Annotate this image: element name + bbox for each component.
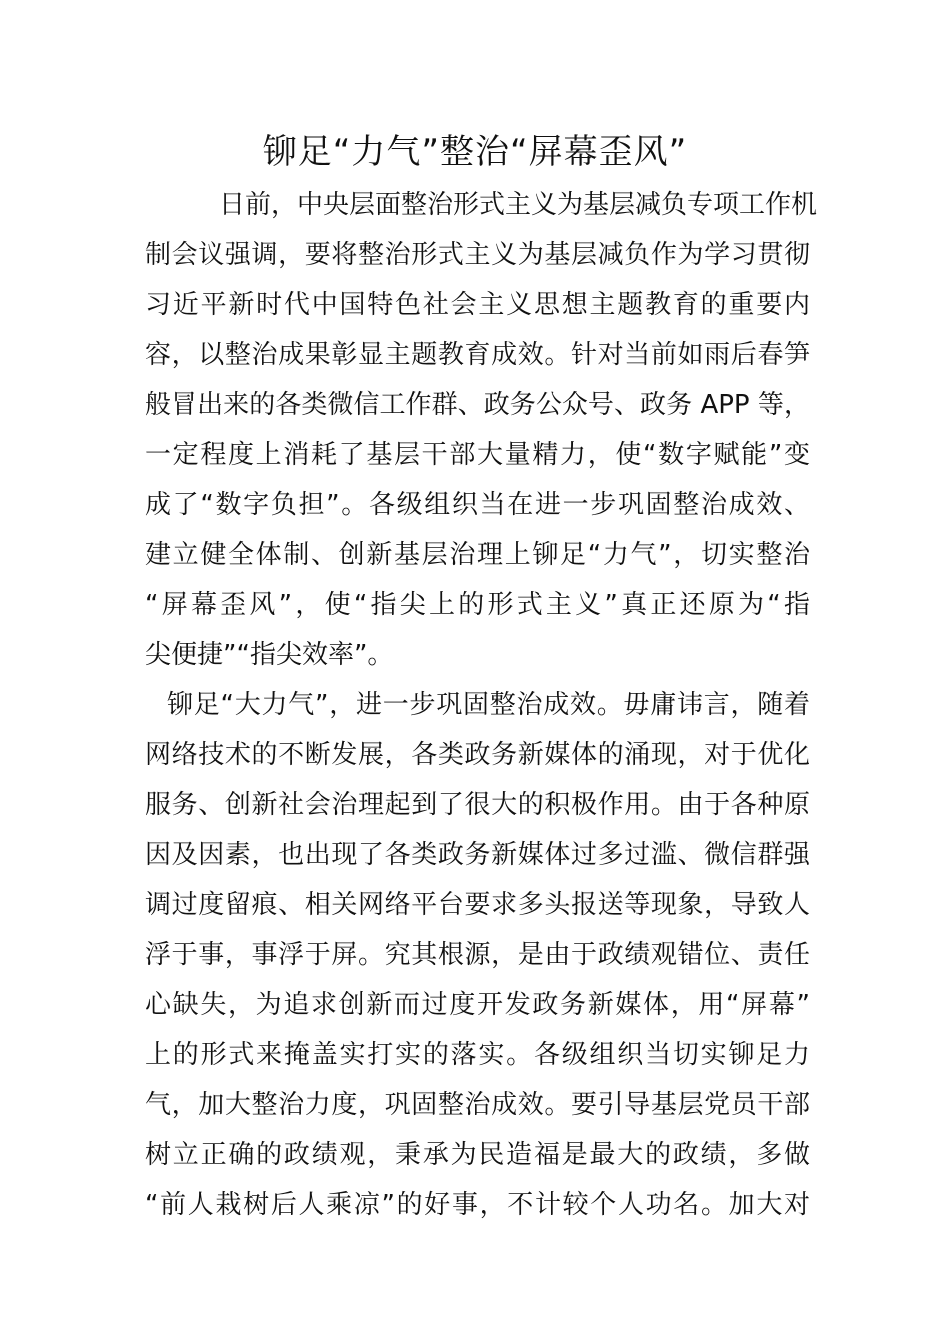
paragraph-line: 树立正确的政绩观，秉承为民造福是最大的政绩，多做 [145,1140,810,1170]
paragraph-line: “前人栽树后人乘凉”的好事，不计较个人功名。加大对 [145,1190,810,1220]
paragraph-line: 调过度留痕、相关网络平台要求多头报送等现象，导致人 [145,890,810,920]
paragraph-line: 尖便捷”“指尖效率”。 [145,640,394,670]
paragraph-line: 一定程度上消耗了基层干部大量精力，使“数字赋能”变 [145,440,810,470]
paragraph-line: 浮于事，事浮于屏。究其根源，是由于政绩观错位、责任 [145,940,810,970]
paragraph-line: 制会议强调，要将整治形式主义为基层减负作为学习贯彻 [145,240,810,270]
paragraph-line: 气，加大整治力度，巩固整治成效。要引导基层党员干部 [145,1090,810,1120]
document-title: 铆足“力气”整治“屏幕歪风” [262,132,688,172]
paragraph-line: 容，以整治成果彰显主题教育成效。针对当前如雨后春笋 [145,340,810,370]
paragraph-line: 服务、创新社会治理起到了很大的积极作用。由于各种原 [145,790,810,820]
paragraph-line: 因及因素，也出现了各类政务新媒体过多过滥、微信群强 [145,840,810,870]
paragraph-line: “屏幕歪风”，使“指尖上的形式主义”真正还原为“指 [145,590,810,620]
document-body [145,180,818,1230]
paragraph-line: 上的形式来掩盖实打实的落实。各级组织当切实铆足力 [145,1040,810,1070]
paragraph-line: 成了“数字负担”。各级组织当在进一步巩固整治成效、 [145,490,810,520]
paragraph-line: 铆足“大力气”，进一步巩固整治成效。毋庸讳言，随着 [167,690,810,720]
paragraph-line: 习近平新时代中国特色社会主义思想主题教育的重要内 [145,290,810,320]
paragraph-line: 般冒出来的各类微信工作群、政务公众号、政务 APP 等， [145,390,810,420]
paragraph-line: 日前，中央层面整治形式主义为基层减负专项工作机 [219,190,818,220]
paragraph-line: 建立健全体制、创新基层治理上铆足“力气”，切实整治 [145,540,810,570]
paragraph-line: 网络技术的不断发展，各类政务新媒体的涌现，对于优化 [145,740,810,770]
paragraph-line: 心缺失，为追求创新而过度开发政务新媒体，用“屏幕” [145,990,810,1020]
